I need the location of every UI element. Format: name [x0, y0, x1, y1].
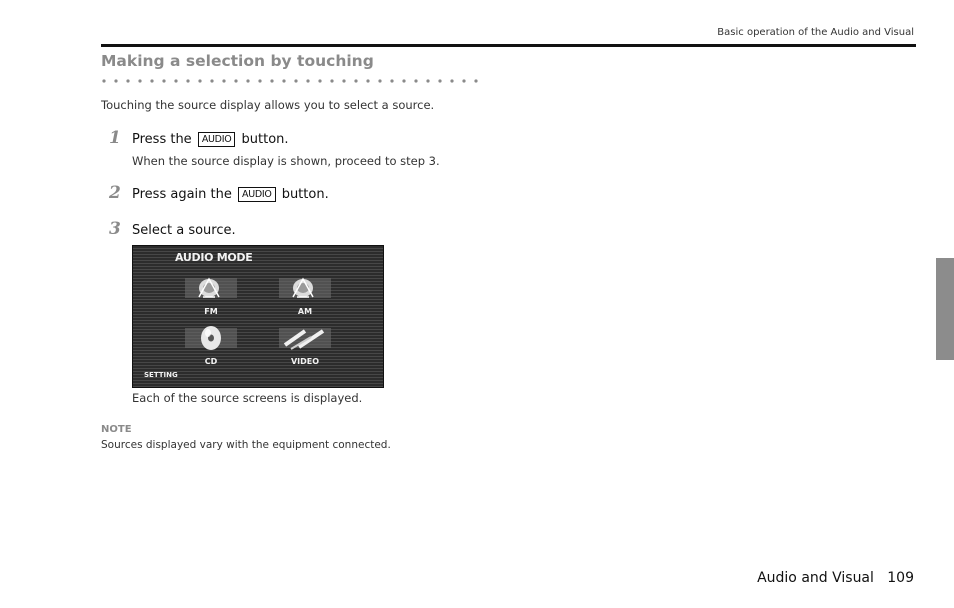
source-video-button[interactable]: [279, 325, 335, 366]
source-label: CD: [204, 357, 218, 366]
note-heading: NOTE: [101, 424, 132, 435]
radio-antenna-icon: [185, 275, 237, 301]
source-label: FM: [204, 307, 218, 316]
step-text-after: button.: [281, 187, 329, 202]
source-fm-button[interactable]: [185, 275, 241, 316]
step-number: 3: [109, 219, 121, 239]
note-text: Sources displayed vary with the equipment connected.: [101, 439, 391, 451]
step-text-before: Press again the: [132, 187, 232, 202]
step-subtext: When the source display is shown, proceed to step 3.: [132, 154, 440, 168]
av-cable-icon: [279, 325, 331, 351]
step-text: Select a source.: [132, 223, 236, 238]
step-text-after: button.: [241, 132, 289, 147]
source-label: VIDEO: [290, 357, 320, 366]
source-label: AM: [297, 307, 313, 316]
audio-button-glyph: AUDIO: [198, 132, 236, 147]
chapter-side-tab: [936, 258, 954, 360]
page-footer: [757, 570, 914, 586]
audio-button-glyph: AUDIO: [238, 187, 276, 202]
audio-mode-screen: [132, 245, 384, 388]
screen-caption: Each of the source screens is displayed.: [132, 391, 363, 405]
step-number: 2: [109, 183, 121, 203]
step-number: 1: [109, 128, 121, 148]
step-text: [132, 132, 289, 147]
radio-antenna-icon: [279, 275, 331, 301]
dotted-separator: [101, 78, 481, 84]
page-number: 109: [887, 570, 914, 586]
source-am-button[interactable]: [279, 275, 335, 316]
setting-button[interactable]: SETTING: [144, 371, 178, 379]
footer-section: Audio and Visual: [757, 570, 874, 586]
section-title: Making a selection by touching: [101, 52, 374, 70]
step-text-before: Press the: [132, 132, 192, 147]
disc-icon: [185, 325, 237, 351]
source-cd-button[interactable]: [185, 325, 241, 366]
header-rule: [101, 44, 916, 47]
running-header: Basic operation of the Audio and Visual: [717, 27, 914, 38]
screen-title: AUDIO MODE: [175, 251, 253, 264]
intro-text: Touching the source display allows you to select a source.: [101, 98, 435, 112]
step-text: [132, 187, 329, 202]
